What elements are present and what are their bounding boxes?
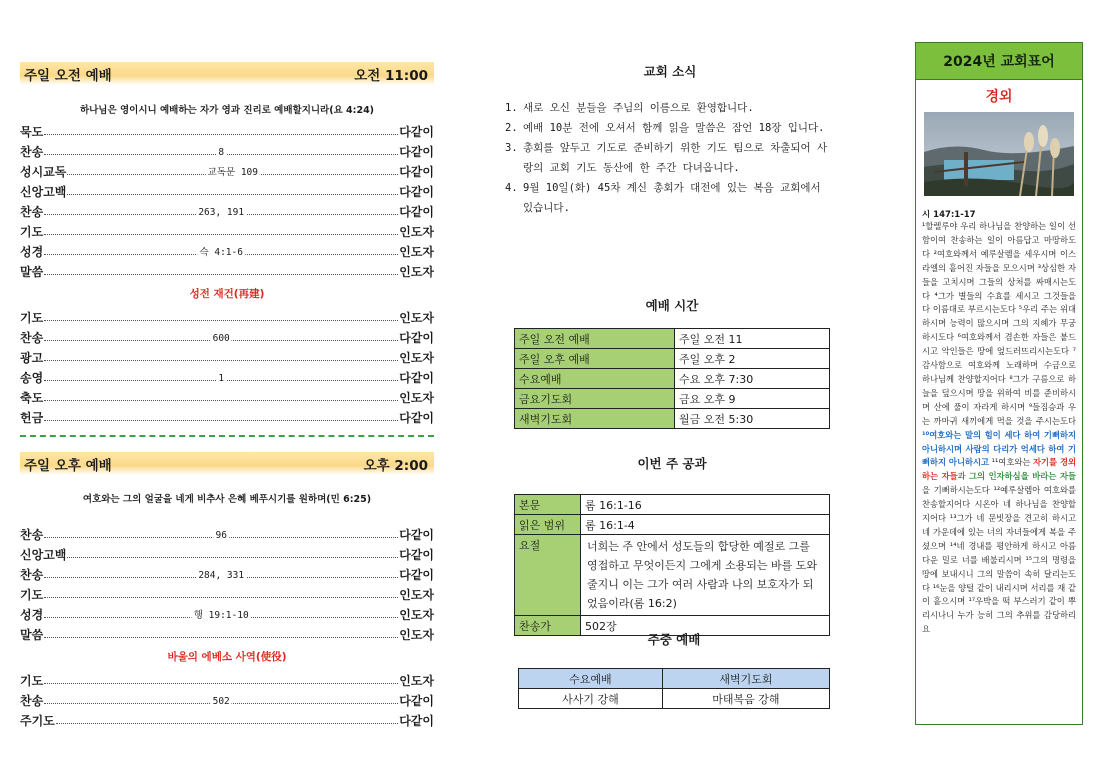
table-row — [515, 515, 830, 535]
morning-service-header — [20, 62, 434, 85]
order-row — [20, 200, 434, 220]
afternoon-service-time: 오후 2:00 — [363, 457, 428, 474]
order-label: 성시교독 — [20, 165, 67, 179]
order-leader: 다같이 — [399, 145, 434, 159]
dotted-leader — [44, 610, 398, 621]
order-row — [20, 120, 434, 140]
afternoon-service-section — [20, 452, 434, 729]
weekly-table — [518, 668, 830, 709]
order-row — [20, 563, 434, 583]
order-row — [20, 689, 434, 709]
order-row — [20, 140, 434, 160]
order-leader: 다같이 — [399, 528, 434, 542]
order-label: 신앙고백 — [20, 548, 67, 562]
psalm-text-part: 을 기뻐하시는도다 ¹²예루살렘아 여호와를 찬송할지어다 시온아 네 하나님을 찬양할지어다 ¹³그가 네 문빗장을 견고히 하시고 네 가운데에 있는 너의 자녀들에게 복을 주셨으며 ¹⁴네 경내를 평안하게 하시고 아름다운 밀로 너를 배불리시며 ¹⁵그의 명령을 땅에 보내시니 그의 말씀이 속히 달리는도다 ¹⁶눈을 양털 같이 내리시며 서리를 재 같이 흩으시며 ¹⁷우박을 떡 부스러기 같이 뿌리시나니 누가 능히 그의 추위를 감당하리요 — [922, 485, 1076, 635]
dotted-leader — [44, 333, 398, 344]
motto-panel — [915, 42, 1083, 725]
table-row — [515, 349, 830, 369]
order-label: 찬송 — [20, 331, 44, 345]
schedule-time: 금요 오후 9 — [675, 389, 830, 409]
dotted-leader — [44, 247, 398, 258]
order-label: 기도 — [20, 225, 44, 239]
order-detail: 96 — [215, 530, 227, 541]
news-item — [505, 98, 835, 118]
study-text-value: 롬 16:1-16 — [581, 495, 830, 515]
order-leader: 다같이 — [399, 548, 434, 562]
order-label: 찬송 — [20, 205, 44, 219]
order-row — [20, 523, 434, 543]
order-detail: 행 19:1-10 — [192, 607, 251, 621]
order-leader: 인도자 — [399, 391, 434, 405]
order-row — [20, 603, 434, 623]
order-row — [20, 346, 434, 366]
order-leader: 인도자 — [399, 628, 434, 642]
table-row — [515, 389, 830, 409]
news-list — [505, 98, 835, 218]
order-label: 말씀 — [20, 628, 44, 642]
news-item-number: 4. — [505, 182, 518, 194]
order-row — [20, 709, 434, 729]
morning-order-list — [20, 120, 434, 280]
order-row — [20, 669, 434, 689]
dotted-leader — [44, 683, 398, 684]
schedule-name: 새벽기도회 — [515, 409, 675, 429]
dotted-leader — [67, 557, 398, 558]
news-title: 교회 소식 — [643, 64, 697, 79]
dotted-leader — [44, 274, 398, 275]
order-row — [20, 583, 434, 603]
schedule-name: 금요기도회 — [515, 389, 675, 409]
schedule-time: 월금 오전 5:30 — [675, 409, 830, 429]
order-row — [20, 543, 434, 563]
table-row — [515, 369, 830, 389]
psalm-text-part: 과 — [957, 471, 970, 482]
morning-sermon-title: 성전 재건(再建) — [189, 288, 265, 300]
order-leader: 다같이 — [399, 331, 434, 345]
weekly-section — [518, 630, 830, 709]
weekly-val-wednesday: 사사기 강해 — [519, 689, 663, 709]
section-divider — [20, 435, 434, 437]
dotted-leader — [44, 320, 398, 321]
order-row — [20, 220, 434, 240]
afternoon-service-title: 주일 오후 예배 — [24, 457, 112, 474]
schedule-time: 주일 오후 2 — [675, 349, 830, 369]
dotted-leader — [67, 167, 398, 178]
schedule-title: 예배 시간 — [645, 298, 699, 313]
psalm-highlight-red: 자기를 경외하는 자들 — [922, 457, 1076, 482]
table-row — [515, 329, 830, 349]
psalm-reference: 시 147:1-17 — [922, 210, 976, 220]
order-leader: 인도자 — [399, 245, 434, 259]
order-leader: 다같이 — [399, 165, 434, 179]
schedule-name: 주일 오전 예배 — [515, 329, 675, 349]
order-label: 주기도 — [20, 714, 55, 728]
dotted-leader — [44, 234, 398, 235]
table-row — [515, 535, 830, 616]
order-row — [20, 366, 434, 386]
afternoon-order-list-after-sermon — [20, 669, 434, 729]
afternoon-service-verse: 여호와는 그의 얼굴을 네게 비추사 은혜 베푸시기를 원하며(민 6:25) — [82, 494, 372, 505]
news-item — [505, 138, 835, 178]
landscape-photo — [924, 112, 1074, 196]
order-label: 찬송 — [20, 694, 44, 708]
order-label: 광고 — [20, 351, 44, 365]
dotted-leader — [44, 400, 398, 401]
psalm-highlight-blue: ¹⁰여호와는 말의 힘이 세다 하여 기뻐하지 아니하시며 사람의 다리가 억세다 하여 기뻐하지 아니하시고 — [922, 429, 1076, 468]
order-detail: 263, 191 — [198, 207, 245, 218]
order-label: 헌금 — [20, 411, 44, 425]
dotted-leader — [44, 637, 398, 638]
order-leader: 다같이 — [399, 371, 434, 385]
study-title: 이번 주 공과 — [637, 456, 707, 471]
dotted-leader — [44, 570, 398, 581]
order-leader: 인도자 — [399, 311, 434, 325]
afternoon-sermon-title: 바울의 에베소 사역(使役) — [167, 651, 287, 663]
order-leader: 다같이 — [399, 568, 434, 582]
order-leader: 인도자 — [399, 225, 434, 239]
dotted-leader — [44, 597, 398, 598]
dotted-leader — [56, 723, 398, 724]
order-leader: 다같이 — [399, 694, 434, 708]
study-hymn-value: 502장 — [581, 616, 830, 636]
table-row — [519, 669, 830, 689]
order-row — [20, 326, 434, 346]
study-hymn-label: 찬송가 — [515, 616, 581, 636]
order-label: 묵도 — [20, 125, 44, 139]
order-label: 축도 — [20, 391, 44, 405]
order-label: 송영 — [20, 371, 44, 385]
order-leader: 인도자 — [399, 265, 434, 279]
order-row — [20, 406, 434, 426]
order-row — [20, 240, 434, 260]
dotted-leader — [44, 360, 398, 361]
dotted-leader — [44, 134, 398, 135]
morning-service-title: 주일 오전 예배 — [24, 67, 112, 84]
weekly-col-dawn: 새벽기도회 — [662, 669, 829, 689]
order-detail: 1 — [218, 373, 225, 384]
order-leader: 인도자 — [399, 608, 434, 622]
order-detail: 600 — [212, 333, 230, 344]
morning-service-time: 오전 11:00 — [354, 67, 428, 84]
dotted-leader — [67, 194, 398, 195]
study-text-label: 본문 — [515, 495, 581, 515]
morning-service-verse: 하나님은 영이시니 예배하는 자가 영과 진리로 예배할지니라(요 4:24) — [79, 105, 375, 116]
news-item-number: 2. — [505, 122, 518, 134]
afternoon-service-header — [20, 452, 434, 475]
dotted-leader — [44, 530, 398, 541]
news-item-number: 3. — [505, 142, 518, 154]
news-item-text: 예배 10분 전에 오셔서 함께 읽을 말씀은 잠언 18장 입니다. — [523, 122, 825, 134]
order-detail: 284, 331 — [198, 570, 245, 581]
dotted-leader — [44, 207, 398, 218]
order-detail: 8 — [218, 147, 225, 158]
order-row — [20, 623, 434, 643]
order-label: 찬송 — [20, 568, 44, 582]
order-leader: 다같이 — [399, 714, 434, 728]
table-row — [515, 495, 830, 515]
study-table — [514, 494, 830, 636]
psalm-highlight-green: 그의 인자하심을 바라는 자들 — [969, 471, 1076, 482]
table-row — [515, 409, 830, 429]
morning-service-section — [20, 62, 434, 437]
afternoon-order-list — [20, 523, 434, 643]
schedule-name: 수요예배 — [515, 369, 675, 389]
order-row — [20, 180, 434, 200]
news-item-text: 9월 10일(화) 45차 계신 총회가 대전에 있는 복음 교회에서 있습니다. — [523, 182, 821, 214]
study-reading-label: 읽은 범위 — [515, 515, 581, 535]
order-leader: 다같이 — [399, 125, 434, 139]
schedule-time: 주일 오전 11 — [675, 329, 830, 349]
order-label: 찬송 — [20, 145, 44, 159]
news-section — [505, 62, 835, 218]
order-label: 말씀 — [20, 265, 44, 279]
order-label: 기도 — [20, 588, 44, 602]
study-section — [514, 454, 830, 636]
order-detail: 교독문 109 — [206, 164, 260, 178]
order-row — [20, 306, 434, 326]
study-summary-label: 요절 — [515, 535, 581, 616]
order-label: 신앙고백 — [20, 185, 67, 199]
news-item — [505, 118, 835, 138]
order-leader: 인도자 — [399, 588, 434, 602]
order-row — [20, 386, 434, 406]
order-row — [20, 160, 434, 180]
schedule-time: 수요 오후 7:30 — [675, 369, 830, 389]
dotted-leader — [44, 420, 398, 421]
schedule-name: 주일 오후 예배 — [515, 349, 675, 369]
weekly-val-dawn: 마태복음 강해 — [662, 689, 829, 709]
dotted-leader — [44, 696, 398, 707]
news-item-text: 새로 오신 분들을 주님의 이름으로 환영합니다. — [523, 102, 754, 114]
motto-word: 경외 — [985, 89, 1013, 105]
order-label: 기도 — [20, 311, 44, 325]
dotted-leader — [44, 373, 398, 384]
order-row — [20, 260, 434, 280]
order-leader: 다같이 — [399, 205, 434, 219]
psalm-text-part: ¹할렐루야 우리 하나님을 찬양하는 일이 선함이여 찬송하는 일이 아름답고 마땅하도다 ²여호와께서 예루살렘을 세우시며 이스라엘의 흩어진 자들을 모으시며 ³상심한 자들을 고치시며 그들의 상처를 싸매시는도다 ⁴그가 별들의 수효를 세시고 그것들을 다 이름대로 부르시는도다 ⁵우리 주는 위대하시며 능력이 많으시며 그의 지혜가 무궁하시도다 ⁶여호와께서 겸손한 자들은 붙드시고 악인들은 땅에 엎드러뜨리시는도다 ⁷감사함으로 여호와께 노래하며 수금으로 하나님께 찬양할지어다 ⁸그가 구름으로 하늘을 덮으시며 땅을 위하여 비를 준비하시며 산에 풀이 자라게 하시며 ⁹들짐승과 우는 까마귀 새끼에게 먹을 것을 주시는도다 — [922, 221, 1076, 426]
order-label: 기도 — [20, 674, 44, 688]
psalm-text-part: ¹¹여호와는 — [989, 457, 1034, 468]
order-label: 성경 — [20, 245, 44, 259]
order-detail: 슥 4:1-6 — [197, 244, 245, 258]
order-label: 찬송 — [20, 528, 44, 542]
morning-order-list-after-sermon — [20, 306, 434, 426]
motto-title: 2024년 교회표어 — [916, 43, 1082, 80]
news-item-number: 1. — [505, 102, 518, 114]
dotted-leader — [44, 147, 398, 158]
order-leader: 다같이 — [399, 185, 434, 199]
study-summary-value: 너희는 주 안에서 성도들의 합당한 예절로 그를 영접하고 무엇이든지 그에게 소용되는 바를 도와 줄지니 이는 그가 여러 사람과 나의 보호자가 되었음이라(롬 16:2) — [581, 535, 830, 616]
psalm-text — [916, 220, 1082, 637]
order-leader: 인도자 — [399, 351, 434, 365]
weekly-title: 주중 예배 — [647, 632, 701, 647]
schedule-section — [514, 296, 830, 429]
news-item-text: 총회를 앞두고 기도로 준비하기 위한 기도 팀으로 차출되어 사랑의 교회 기도 동산에 한 주간 다녀옵니다. — [523, 142, 828, 174]
schedule-table — [514, 328, 830, 429]
news-item — [505, 178, 835, 218]
study-reading-value: 롬 16:1-4 — [581, 515, 830, 535]
weekly-col-wednesday: 수요예배 — [519, 669, 663, 689]
order-detail: 502 — [212, 696, 230, 707]
order-label: 성경 — [20, 608, 44, 622]
order-leader: 인도자 — [399, 674, 434, 688]
order-leader: 다같이 — [399, 411, 434, 425]
table-row — [519, 689, 830, 709]
